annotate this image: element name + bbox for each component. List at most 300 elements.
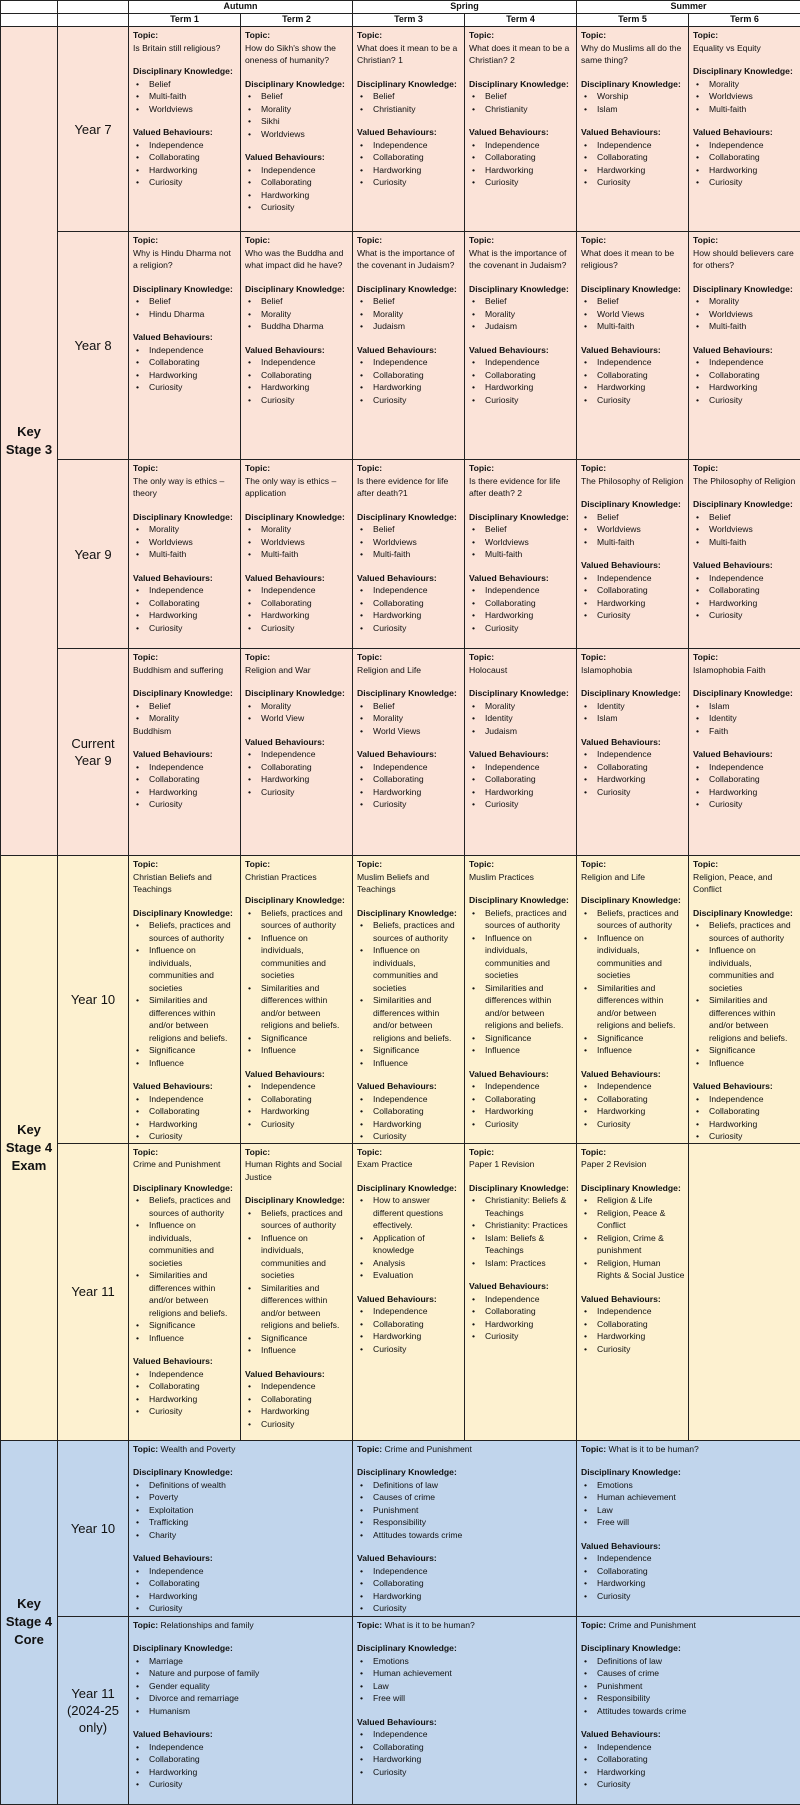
topic-section [357,29,461,67]
dk-item: • Attitudes towards crime [597,1705,797,1718]
season-summer: Summer [577,1,800,14]
topic-text: Christian Beliefs and Teachings [133,872,212,895]
vb-item: • Independence [709,1093,797,1106]
topic-label: Topic: [133,463,158,473]
vb-item: • Hardworking [149,609,237,622]
valued-behaviours-label: Valued Behaviours: [357,1716,573,1729]
dk-item: • Similarities and differences within and/or between religions and beliefs. [709,994,797,1044]
valued-behaviours-label: Valued Behaviours: [469,1280,573,1293]
disciplinary-knowledge-label: Disciplinary Knowledge: [581,78,685,91]
vb-item: • Curiosity [373,1602,573,1615]
topic-text: Is there evidence for life after death? 2 [469,476,560,499]
valued-behaviours-label: Valued Behaviours: [581,559,685,572]
dk-item: • Islam [597,103,685,116]
topic-label: Topic: [133,1147,158,1157]
term-cell [689,232,800,460]
vb-item: • Hardworking [149,786,237,799]
valued-behaviours-label: Valued Behaviours: [133,1552,349,1565]
year-label: Year 9 [58,460,129,649]
vb-item: • Collaborating [597,1093,685,1106]
vb-item: • Hardworking [373,1753,573,1766]
valued-behaviours-list [581,748,685,798]
disciplinary-knowledge-list [133,295,237,320]
dk-item: • Significance [485,1032,573,1045]
vb-item: • Collaborating [597,1565,797,1578]
dk-item: • Beliefs, practices and sources of authority [485,907,573,932]
topic-text: Religion and Life [581,872,645,882]
dk-item: • How to answer different questions effectively. [373,1194,461,1232]
topic-label: Topic: [469,652,494,662]
term-cell [353,856,465,1144]
topic-label: Topic: [133,652,158,662]
valued-behaviours-label: Valued Behaviours: [469,1068,573,1081]
year-row [1,460,800,649]
term-header: Term 6 [689,14,800,27]
dk-item: • Influence [261,1044,349,1057]
dk-extra-text: Buddhism [133,725,237,738]
valued-behaviours-label: Valued Behaviours: [581,1293,685,1306]
dk-item: • Faith [709,725,797,738]
dk-item: • Influence on individuals, communities and societies [149,944,237,994]
topic-section [245,462,349,500]
disciplinary-knowledge-list [469,523,573,561]
disciplinary-knowledge-list [357,523,461,561]
term-cell [129,27,241,232]
valued-behaviours-list [357,139,461,189]
vb-item: • Independence [597,139,685,152]
valued-behaviours-label: Valued Behaviours: [357,126,461,139]
disciplinary-knowledge-label: Disciplinary Knowledge: [581,894,685,907]
topic-section [581,234,685,272]
vb-item: • Independence [709,761,797,774]
disciplinary-knowledge-label: Disciplinary Knowledge: [133,511,237,524]
term-header-row [1,14,800,27]
term-cell [353,1440,577,1616]
vb-item: • Collaborating [261,597,349,610]
dk-item: • Islam: Practices [485,1257,573,1270]
vb-item: • Hardworking [597,1330,685,1343]
vb-item: • Curiosity [709,176,797,189]
vb-item: • Collaborating [709,151,797,164]
topic-text: Islamophobia [581,665,632,675]
valued-behaviours-label: Valued Behaviours: [133,748,237,761]
valued-behaviours-list [693,1093,797,1143]
disciplinary-knowledge-label: Disciplinary Knowledge: [357,1642,573,1655]
disciplinary-knowledge-label: Disciplinary Knowledge: [469,894,573,907]
topic-label: Topic: [357,652,382,662]
dk-item: • Sikhi [261,115,349,128]
vb-item: • Hardworking [485,1105,573,1118]
valued-behaviours-list [357,1728,573,1778]
valued-behaviours-list [693,356,797,406]
dk-item: • Exploitation [149,1504,349,1517]
topic-section [469,1146,573,1171]
disciplinary-knowledge-list [469,907,573,1057]
disciplinary-knowledge-label: Disciplinary Knowledge: [469,283,573,296]
topic-text: Christian Practices [245,872,317,882]
valued-behaviours-label: Valued Behaviours: [581,344,685,357]
dk-item: • Significance [149,1044,237,1057]
term-cell [129,1440,353,1616]
disciplinary-knowledge-list [581,511,685,549]
vb-item: • Curiosity [709,1130,797,1143]
vb-item: • Collaborating [485,1093,573,1106]
dk-item: • Influence [485,1044,573,1057]
valued-behaviours-list [581,1552,797,1602]
dk-item: • Influence [261,1344,349,1357]
dk-item: • Belief [261,295,349,308]
vb-item: • Independence [373,584,461,597]
vb-item: • Independence [149,1368,237,1381]
topic-text: The Philosophy of Religion [693,476,795,486]
disciplinary-knowledge-label: Disciplinary Knowledge: [581,1466,797,1479]
term-cell [689,460,800,649]
term-cell [465,1143,577,1440]
topic-section [469,234,573,272]
dk-item: • Belief [597,511,685,524]
vb-item: • Curiosity [149,176,237,189]
vb-item: • Hardworking [373,786,461,799]
disciplinary-knowledge-list [357,1655,573,1705]
dk-item: • Divorce and remarriage [149,1692,349,1705]
vb-item: • Curiosity [597,394,685,407]
term-cell [129,1143,241,1440]
topic-label: Topic: [581,1444,606,1454]
disciplinary-knowledge-label: Disciplinary Knowledge: [581,687,685,700]
corner-cell [58,1,129,14]
valued-behaviours-list [357,1093,461,1143]
topic-section [581,1619,797,1632]
valued-behaviours-label: Valued Behaviours: [581,1728,797,1741]
valued-behaviours-list [245,584,349,634]
dk-item: • Definitions of law [597,1655,797,1668]
dk-item: • Multi-faith [149,90,237,103]
vb-item: • Hardworking [709,786,797,799]
topic-label: Topic: [245,652,270,662]
term-cell [353,649,465,856]
dk-item: • Islam: Beliefs & Teachings [485,1232,573,1257]
vb-item: • Independence [149,1565,349,1578]
vb-item: • Independence [261,748,349,761]
vb-item: • Hardworking [261,1105,349,1118]
disciplinary-knowledge-label: Disciplinary Knowledge: [133,1642,349,1655]
vb-item: • Collaborating [373,1577,573,1590]
year-row [1,1440,800,1616]
disciplinary-knowledge-list [133,919,237,1069]
term-cell [465,649,577,856]
dk-item: • Influence [373,1057,461,1070]
disciplinary-knowledge-list [133,1194,237,1344]
disciplinary-knowledge-label: Disciplinary Knowledge: [581,1182,685,1195]
topic-label: Topic: [693,652,718,662]
disciplinary-knowledge-list [581,907,685,1057]
topic-section [133,858,237,896]
year-label: Year 11 (2024-25 only) [58,1616,129,1804]
vb-item: • Independence [373,761,461,774]
topic-section [469,651,573,676]
disciplinary-knowledge-label: Disciplinary Knowledge: [245,1194,349,1207]
term-cell [577,27,689,232]
topic-label: Topic: [469,1147,494,1157]
term-cell [689,856,800,1144]
vb-item: • Hardworking [149,1118,237,1131]
season-autumn: Autumn [129,1,353,14]
vb-item: • Curiosity [149,1602,349,1615]
topic-text: Human Rights and Social Justice [245,1159,342,1182]
vb-item: • Independence [485,584,573,597]
vb-item: • Curiosity [149,381,237,394]
dk-item: • Morality [373,712,461,725]
term-header: Term 3 [353,14,465,27]
vb-item: • Independence [373,1565,573,1578]
dk-item: • Influence [149,1057,237,1070]
disciplinary-knowledge-label: Disciplinary Knowledge: [245,283,349,296]
topic-label: Topic: [693,235,718,245]
vb-item: • Collaborating [709,773,797,786]
dk-item: • Responsibility [373,1516,573,1529]
dk-item: • Responsibility [597,1692,797,1705]
topic-section [133,234,237,272]
topic-text: Muslim Beliefs and Teachings [357,872,429,895]
topic-label: Topic: [245,30,270,40]
dk-item: • Influence on individuals, communities and societies [149,1219,237,1269]
dk-item: • Human achievement [597,1491,797,1504]
dk-item: • Influence on individuals, communities and societies [373,944,461,994]
term-cell [465,460,577,649]
vb-item: • Independence [149,584,237,597]
valued-behaviours-list [245,356,349,406]
vb-item: • Hardworking [597,1577,797,1590]
topic-text: How do Sikh's show the oneness of humanity? [245,43,336,66]
vb-item: • Curiosity [709,798,797,811]
dk-item: • Morality [709,78,797,91]
disciplinary-knowledge-list [245,90,349,140]
dk-item: • Morality [261,700,349,713]
year-label: Year 7 [58,27,129,232]
dk-item: • Multi-faith [261,548,349,561]
topic-text: The Philosophy of Religion [581,476,683,486]
disciplinary-knowledge-list [245,700,349,725]
term-cell [241,232,353,460]
topic-text: Who was the Buddha and what impact did he have? [245,248,343,271]
dk-item: • Multi-faith [149,548,237,561]
vb-item: • Hardworking [709,381,797,394]
disciplinary-knowledge-list [133,523,237,561]
valued-behaviours-list [133,584,237,634]
disciplinary-knowledge-label: Disciplinary Knowledge: [469,78,573,91]
vb-item: • Curiosity [597,1343,685,1356]
valued-behaviours-label: Valued Behaviours: [245,572,349,585]
vb-item: • Curiosity [261,786,349,799]
vb-item: • Hardworking [597,1766,797,1779]
vb-item: • Independence [373,1305,461,1318]
vb-item: • Curiosity [261,1418,349,1431]
term-cell [353,232,465,460]
valued-behaviours-list [469,761,573,811]
topic-label: Topic: [133,1444,158,1454]
vb-item: • Curiosity [709,394,797,407]
dk-item: • Judaism [485,320,573,333]
term-cell [577,1440,800,1616]
disciplinary-knowledge-label: Disciplinary Knowledge: [133,1182,237,1195]
dk-item: • Similarities and differences within and/or between religions and beliefs. [149,994,237,1044]
vb-item: • Curiosity [149,798,237,811]
topic-section [133,1443,349,1456]
topic-label: Topic: [245,463,270,473]
topic-section [133,29,237,54]
dk-item: • Morality [485,308,573,321]
vb-item: • Curiosity [485,622,573,635]
dk-item: • Worship [597,90,685,103]
vb-item: • Collaborating [709,1105,797,1118]
vb-item: • Independence [709,139,797,152]
dk-item: • Worldviews [709,90,797,103]
disciplinary-knowledge-label: Disciplinary Knowledge: [357,1182,461,1195]
vb-item: • Hardworking [261,189,349,202]
vb-item: • Independence [373,356,461,369]
dk-item: • Punishment [373,1504,573,1517]
vb-item: • Hardworking [597,597,685,610]
topic-section [357,651,461,676]
dk-item: • Analysis [373,1257,461,1270]
valued-behaviours-label: Valued Behaviours: [469,344,573,357]
topic-section [581,1146,685,1171]
disciplinary-knowledge-label: Disciplinary Knowledge: [469,511,573,524]
valued-behaviours-list [469,356,573,406]
vb-item: • Curiosity [261,1118,349,1131]
topic-section [357,234,461,272]
valued-behaviours-list [133,1368,237,1418]
topic-label: Topic: [469,463,494,473]
valued-behaviours-label: Valued Behaviours: [693,1080,797,1093]
term-cell [353,1143,465,1440]
valued-behaviours-label: Valued Behaviours: [245,1368,349,1381]
dk-item: • Morality [709,295,797,308]
disciplinary-knowledge-list [245,907,349,1057]
vb-item: • Collaborating [373,597,461,610]
dk-item: • Free will [597,1516,797,1529]
valued-behaviours-label: Valued Behaviours: [245,151,349,164]
valued-behaviours-list [133,1741,349,1791]
dk-item: • Morality [149,523,237,536]
key-stage-label: Key Stage 4 Exam [1,856,58,1441]
vb-item: • Collaborating [149,597,237,610]
curriculum-body [1,27,800,1805]
vb-item: • Collaborating [485,369,573,382]
vb-item: • Collaborating [149,1105,237,1118]
dk-item: • Multi-faith [709,103,797,116]
dk-item: • Judaism [485,725,573,738]
dk-item: • Morality [149,712,237,725]
disciplinary-knowledge-list [357,295,461,333]
topic-text: Muslim Practices [469,872,534,882]
term-cell [129,649,241,856]
term-cell [241,27,353,232]
topic-section [133,1146,237,1171]
vb-item: • Curiosity [597,1118,685,1131]
dk-item: • Belief [485,523,573,536]
term-cell [129,856,241,1144]
disciplinary-knowledge-label: Disciplinary Knowledge: [581,1642,797,1655]
disciplinary-knowledge-list [357,1479,573,1542]
valued-behaviours-label: Valued Behaviours: [693,126,797,139]
dk-item: • Attitudes towards crime [373,1529,573,1542]
vb-item: • Hardworking [485,381,573,394]
vb-item: • Hardworking [373,1330,461,1343]
dk-item: • Significance [709,1044,797,1057]
topic-label: Topic: [133,859,158,869]
valued-behaviours-label: Valued Behaviours: [133,331,237,344]
disciplinary-knowledge-list [133,1479,349,1542]
term-header: Term 4 [465,14,577,27]
dk-item: • Multi-faith [373,548,461,561]
vb-item: • Hardworking [373,609,461,622]
dk-item: • World Views [597,308,685,321]
valued-behaviours-list [133,1565,349,1615]
vb-item: • Hardworking [709,1118,797,1131]
valued-behaviours-list [133,344,237,394]
valued-behaviours-label: Valued Behaviours: [469,572,573,585]
vb-item: • Hardworking [373,1118,461,1131]
topic-section [693,462,797,487]
year-label: Current Year 9 [58,649,129,856]
term-cell [465,27,577,232]
topic-label: Topic: [581,235,606,245]
disciplinary-knowledge-list [357,90,461,115]
disciplinary-knowledge-list [469,90,573,115]
vb-item: • Collaborating [597,584,685,597]
dk-item: • Belief [149,78,237,91]
dk-item: • Poverty [149,1491,349,1504]
topic-text: What is the importance of the covenant in Judaism? [469,248,566,271]
vb-item: • Collaborating [709,369,797,382]
topic-label: Topic: [469,235,494,245]
dk-item: • Significance [261,1032,349,1045]
vb-item: • Collaborating [149,773,237,786]
disciplinary-knowledge-label: Disciplinary Knowledge: [357,283,461,296]
dk-item: • Judaism [373,320,461,333]
dk-item: • World View [261,712,349,725]
vb-item: • Hardworking [373,381,461,394]
dk-item: • Multi-faith [485,548,573,561]
disciplinary-knowledge-label: Disciplinary Knowledge: [357,907,461,920]
vb-item: • Curiosity [373,394,461,407]
topic-text: The only way is ethics – application [245,476,336,499]
valued-behaviours-list [133,761,237,811]
vb-item: • Collaborating [485,151,573,164]
topic-text: What is it to be human? [609,1444,699,1454]
valued-behaviours-list [469,139,573,189]
valued-behaviours-label: Valued Behaviours: [133,1728,349,1741]
valued-behaviours-label: Valued Behaviours: [357,572,461,585]
valued-behaviours-list [245,164,349,214]
topic-section [357,1146,461,1171]
valued-behaviours-label: Valued Behaviours: [245,344,349,357]
topic-text: What does it mean to be a Christian? 1 [357,43,457,66]
valued-behaviours-list [133,139,237,189]
vb-item: • Collaborating [261,176,349,189]
valued-behaviours-label: Valued Behaviours: [693,748,797,761]
dk-item: • Multi-faith [597,536,685,549]
dk-item: • Morality [373,308,461,321]
dk-item: • Religion, Human Rights & Social Justice [597,1257,685,1282]
dk-item: • Belief [373,523,461,536]
valued-behaviours-list [469,1293,573,1343]
dk-item: • Hindu Dharma [149,308,237,321]
term-cell [689,27,800,232]
disciplinary-knowledge-label: Disciplinary Knowledge: [133,1466,349,1479]
vb-item: • Hardworking [261,773,349,786]
